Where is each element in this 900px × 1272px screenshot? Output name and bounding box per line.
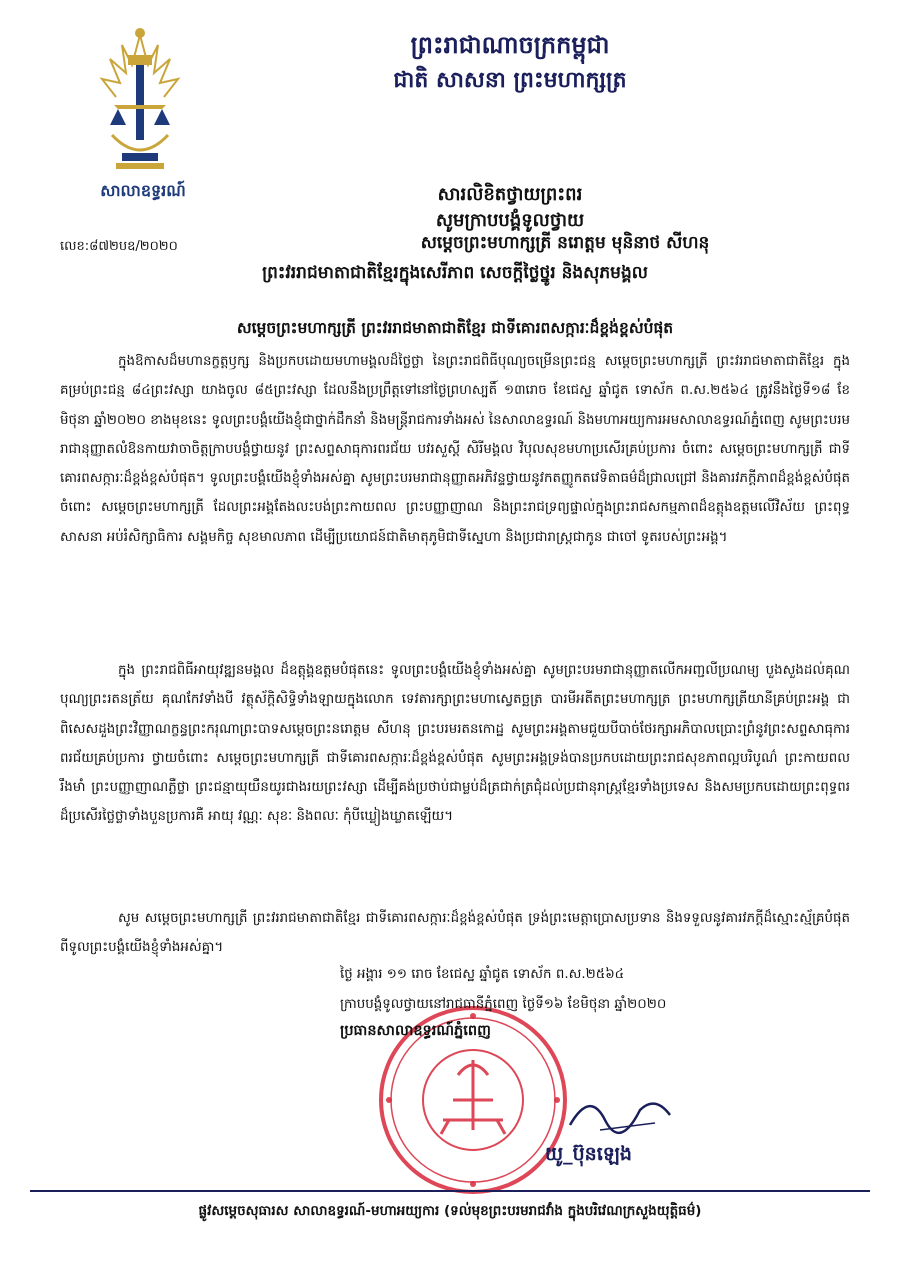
footer-address: ផ្លូវសម្តេចសុធារស សាលាឧទ្ធរណ៍-មហាអយ្យការ (ទល់មុខព្រះបរមរាជវាំង ក្នុងបរិវេណក្រសួងយុត្តិធម៌) (198, 1203, 702, 1219)
letter-subtitle: សូមក្រាបបង្គំទូលថ្វាយ (435, 210, 585, 231)
salutation-line: សម្តេចព្រះមហាក្សត្រី ព្រះវររាជមាតាជាតិខ្មែរ ជាទីគោរពសក្ការៈដ៏ខ្ពង់ខ្ពស់បំផុត (236, 319, 674, 337)
handwritten-signature (560, 1085, 680, 1140)
paragraph-text: សូម សម្តេចព្រះមហាក្សត្រី ព្រះវររាជមាតាជាតិខ្មែរ ជាទីគោរពសក្ការៈដ៏ខ្ពង់ខ្ពស់បំផុត ទ្រង់ព្រះមេត្តាប្រោសប្រទាន និងទទួលនូវគារវភក្តីដ៏ស្មោះស្ម័គ្របំផុត ពីទូលព្រះបង្គំយើងខ្ញុំទាំងអស់គ្នា។ (60, 911, 850, 956)
paragraph-text: ក្នុង ព្រះរាជពិធីអាយុវឌ្ឍនមង្គល ដ៏ឧត្តុង្គឧត្តមបំផុតនេះ ទូលព្រះបង្គំយើងខ្ញុំទាំងអស់គ្នា សូមព្រះបរមរាជានុញ្ញាតលើកអញ្ជលីប្រណម្យ បួងសួងដល់គុណបុណ្យព្រះរតនត្រ័យ គុណកែវទាំងបី វត្ថុស័ក្តិសិទ្ធិទាំងឡាយក្នុងលោក ទេវតារក្សាព្រះមហាស្វេតច្ឆត្រ បារមីអតីតព្រះមហាក្សត្រ ព្រះមហាក្សត្រីយានីគ្រប់ព្រះអង្គ ជាពិសេសដួងព្រះវិញ្ញាណក្ខន្ធព្រះករុណាព្រះបាទសម្តេចព្រះនរោត្តម សីហនុ ព្រះបរមរតនកោដ្ឋ សូមព្រះអង្គតាមជួយបីបាច់ថែរក្សាអភិបាលប្រោះព្រំនូវព្រះសព្ទសាធុការពរជ័យគ្រប់ប្រការ ថ្វាយចំពោះ សម្តេចព្រះមហាក្សត្រី ជាទីគោរពសក្ការៈដ៏ខ្ពង់ខ្ពស់បំផុត សូមព្រះអង្គទ្រង់បានប្រកបដោយព្រះរាជសុខភាពល្អបរិបូណ៌ ព្រះកាយពលរឹងមាំ ព្រះបញ្ញាញាណភ្លឺថ្លា ព្រះជន្មាយុយឺនយូរជាងរយព្រះវស្សា ដើម្បីគង់ប្រថាប់ជាម្លប់ដ៏ត្រជាក់ត្រជុំដល់ប្រជានុរាស្ត្រខ្មែរទាំងប្រទេស និងសមប្រកបដោយព្រះពុទ្ធពរដ៏ប្រសើរថ្លៃថ្លាទាំងបួនប្រការគឺ អាយុ វណ្ណៈ សុខៈ និងពលៈ កុំបីឃ្លៀងឃ្លាតឡើយ។ (60, 663, 850, 825)
national-motto: ជាតិ សាសនា ព្រះមហាក្សត្រ (393, 68, 627, 93)
addressee-title: ព្រះវររាជមាតាជាតិខ្មែរក្នុងសេរីភាព សេចក្តីថ្លៃថ្នូរ និងសុភមង្គល (262, 263, 648, 283)
date-solar: ក្រាបបង្គំទូលថ្វាយនៅរាជធានីភ្នំពេញ ថ្ងៃទី១៦ ខែមិថុនា ឆ្នាំ២០២០ (340, 997, 667, 1012)
office-name: សាលាឧទ្ធរណ៍ (100, 181, 186, 200)
paragraph-text: ក្នុងឱកាសដ៏មហានក្ខត្តឫក្ស និងប្រកបដោយមហាមង្គលដ៏ថ្លៃថ្លា នៃព្រះរាជពិធីបុណ្យចម្រើនព្រះជន្ម សម្តេចព្រះមហាក្សត្រី ព្រះវររាជមាតាជាតិខ្មែរ ក្នុងគម្រប់ព្រះជន្ម ៨៤ព្រះវស្សា យាងចូល ៨៥ព្រះវស្សា ដែលនឹងប្រព្រឹត្តទៅនៅថ្ងៃព្រហស្បតិ៍ ១៣រោច ខែជេស្ឋ ឆ្នាំជូត ទោស័ក ព.ស.២៥៦៤ ត្រូវនឹងថ្ងៃទី១៨ ខែមិថុនា ឆ្នាំ២០២០ ខាងមុខនេះ ទូលព្រះបង្គំយើងខ្ញុំជាថ្នាក់ដឹកនាំ និងមន្ត្រីរាជការទាំងអស់ នៃសាលាឧទ្ធរណ៍ និងមហាអយ្យការអមសាលាឧទ្ធរណ៍ភ្នំពេញ សូមព្រះបរមរាជានុញ្ញាតលំឱនកាយវាចាចិត្តក្រាបបង្គំថ្វាយនូវ ព្រះសព្ទសាធុការពរជ័យ បវរសួស្តី សិរីមង្គល វិបុលសុខមហាប្រសើរគ្រប់ប្រការ ចំពោះ សម្តេចព្រះមហាក្សត្រី ជាទីគោរពសក្ការៈដ៏ខ្ពង់ខ្ពស់បំផុត។ ទូលព្រះបង្គំយើងខ្ញុំទាំងអស់គ្នា សូមព្រះបរមរាជានុញ្ញាតអភិវន្ទថ្វាយនូវកតញ្ញូកតវេទិតាធម៌ដ៏ជ្រាលជ្រៅ និងគារវភក្តីភាពដ៏ខ្ពង់ខ្ពស់បំផុតចំពោះ សម្តេចព្រះមហាក្សត្រី ដែលព្រះអង្គតែងលះបង់ព្រះកាយពល ព្រះបញ្ញាញាណ និងព្រះរាជទ្រព្យផ្ទាល់ក្នុងព្រះរាជសកម្មភាពដ៏ឧត្តុងឧត្តមលើវិស័យ ព្រះពុទ្ធសាសនា អប់រំសិក្សាធិការ សង្គមកិច្ច សុខមាលភាព ដើម្បីប្រយោជន៍ជាតិមាតុភូមិជាទីស្នេហា និងប្រជារាស្ត្រជាកូន ជាចៅ ទូតរបស់ព្រះអង្គ។ (60, 354, 850, 545)
addressee-name: សម្តេចព្រះមហាក្សត្រី នរោត្តម មុនិនាថ សីហនុ (420, 233, 710, 253)
body-paragraph-2 (60, 656, 850, 832)
signer-title: ប្រធានសាលាឧទ្ធរណ៍ភ្នំពេញ (340, 1023, 491, 1039)
body-paragraph-3 (60, 904, 850, 963)
date-lunar: ថ្ងៃ អង្គារ ១១ រោច ខែជេស្ឋ ឆ្នាំជូត ទោស័ក ព.ស.២៥៦៤ (340, 967, 625, 982)
royal-coat-of-arms-emblem (92, 25, 188, 175)
kingdom-title: ព្រះរាជាណាចក្រកម្ពុជា (410, 31, 610, 59)
reference-number: លេខ:៨៧២បឧ/២០២០ (60, 239, 178, 254)
signer-name: យូ_ប៊ុនឡេង (545, 1143, 632, 1165)
letter-title: សារលិខិតថ្វាយព្រះពរ (437, 184, 583, 205)
footer-divider (30, 1190, 870, 1192)
body-paragraph-1 (60, 347, 850, 552)
